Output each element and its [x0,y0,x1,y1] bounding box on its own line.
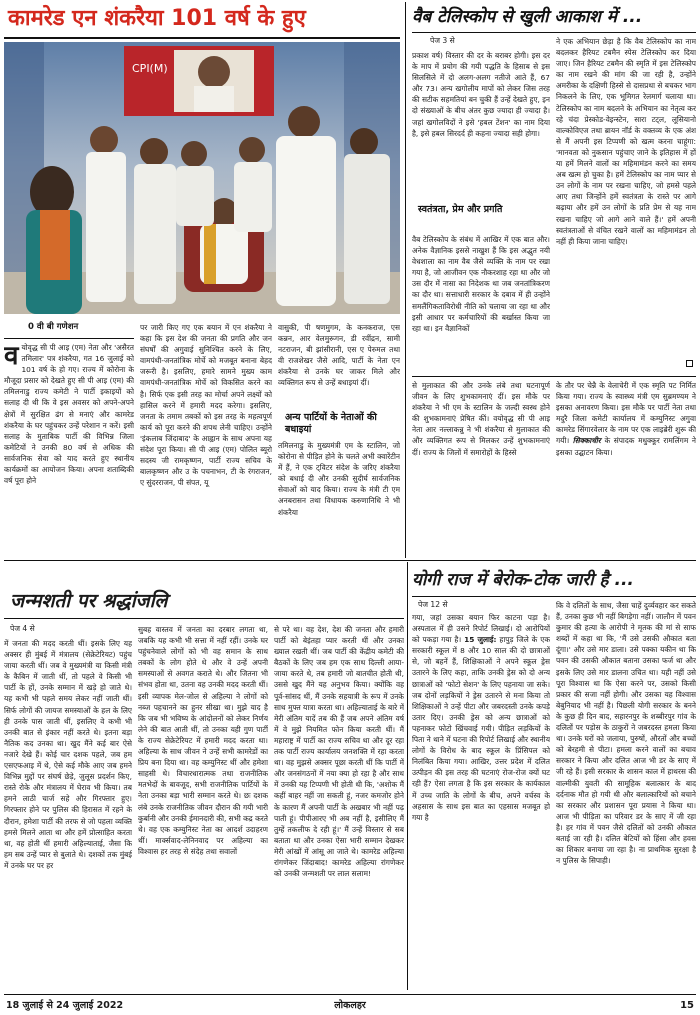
bottom-right-headline-rule [412,596,696,597]
top-right-col1a: प्रकाश वर्ष) विस्तार की दर के बराबर होगी। इस दर के माप में प्रयोग की गयी पद्धति के हिसाब से इस सिलसिले में दो अलग-अलग नतीजे आते हैं, 67 और 73। अन्य खगोलीय मापों को लेकर जिस तरह की सटीक सहमतियां बन चुकी हैं उन्हें देखते हुए, इन दो संख्याओं के बीच अंतर कुछ ज्यादा ही ज्यादा है। जहां खगोलविदों ने इसे 'हबल टेंशन' का नाम दिया है, इसे हबल सिरदर्द ही कहना ज्यादा सही होगा। [412,51,550,138]
news-photo [4,42,400,314]
top-left-col3b: तमिलनाडु के मुख्यमंत्री एम के स्टालिन, जो कोरोना से पीड़ित होने के चलते अभी क्वारेंटीन में हैं, ने एक ट्विटर संदेश के जरिए शंकरैया को बधाई दी और उनकी सुदीर्घ सार्वजनिक सेवाओं को याद किया। राज्य के मंत्री टी एम अनबरासन तथा विधायक करुणानिधि ने भी शंकरैया [278,441,400,517]
top-left-col5-text: के तौर पर चेन्नै के वेलाचेरी में एक स्मृति पट निर्मित किया गया। राज्य के स्वास्थ्य मंत्री एम सुब्रमण्यम ने इसका अनावरण किया। इस मौके पर पार्टी नेता तथा मदुरै जिला कमेटी कार्यालय में कम्युनिस्ट अगुवा कामरेड सिंगारवेलार के नाम पर एक लाइब्रेरी शुरू की गयी। [556,381,696,446]
bottom-left-col3: से परे था। वह देश, देश की जनता और हमारी पार्टी को बेइंतहा प्यार करती थीं और उनका ख्याल रखती थीं। जब पार्टी की केंद्रीय कमेटी की बैठकों के लिए जब हम एक साथ दिल्ली आया-जाया करते थे, तब हमारी जो बातचीत होती थी, उससे खुद मैंने यह अनुभव किया। क्योंकि वह पूर्व-सांसद थीं, मैं उनके सहयात्री के रूप में उनके साथ मुफ्त यात्रा करता था। अहिल्याताई के बारे में मेरी अंतिम यादें तब की हैं जब अपने अंतिम वर्ष में वे मुझे नियमित फोन किया करती थीं। मैं महाराष्ट्र में पार्टी का राज्य सचिव था और दूर रहा तक पार्टी राज्य कार्यालय जनशक्ति में रहा करता था। वह मुझसे अक्सर पूछा करती थीं कि पार्टी में और जनसंगठनों में नया क्या हो रहा है और साथ में उनकी यह टिप्पणी भी होती थी कि, 'अशोक मैं कहीं बाहर नहीं जा सकती हूं, नजर कमजोर होने के कारण मैं अपनी पार्टी के अखबार भी नहीं पढ़ पाती हूं। पीपीआरए भी अब नहीं है, इसीलिए मैं तुम्हें तकलीफ दे रही हूं।' मैं उन्हें विस्तार से सब बताता था और उनका ऐसा भारी सम्मान देखकर मेरी आंखों में आंसू आ जाते थे। कामरेड अहिल्या रांगणेकर जिंदाबाद! कामरेड अहिल्या रांगणेकर को उनकी जन्मशती पर लाल सलाम! [274,625,404,879]
horizontal-rule-mid [4,560,696,561]
bottom-right-col1-text-b: हापुड़ जिले के एक सरकारी स्कूल में 8 और 10 साल की दो छात्राओं से, जो बहनें हैं, शिक्षिकाओं ने अपने स्कूल ड्रेस उतारने के लिए कहा, ताकि उनकी ड्रेस को दो अन्य छात्राओं को 'फोटो सेशन' के लिए पहनाया जा सके। जब दोनों लड़कियों ने ड्रेस उतारने से मना किया तो शिक्षिकाओं ने उन्हें पीटा और जबरदस्ती उनके कपड़े उतार दिए। उनकी ड्रेस को अन्य छात्राओं को पहनाकर फोटो खिंचवाई गयी। पीड़ित लड़कियों के पिता ने थाने में घटना की रिपोर्ट लिखाई और स्थानीय लोगों के विरोध के बाद स्कूल के प्रिंसिपल को निलंबित किया गया। आखिर, उत्तर प्रदेश में दलित उत्पीड़न की इस तरह की घटनाएं रोज-रोज क्यों घट रही हैं? ऐसा लगता है कि इस सरकार के कार्यकाल में उच्च जाति के लोगों के बीच, अपने वर्चस्व के अहसास के साथ इस बात का एहसास मजबूत हो गया है [412,635,550,822]
top-right-col1b: वैब टेलिस्कोप के संबंध में आखिर में एक बात और। अनेक वैज्ञानिक इससे नाखुश हैं कि इस अद्भुत नयी वेधशाला का नाम वैब जैसे व्यक्ति के नाम पर रखा गया है, जो आजीवन एक नौकरशाह रहा था और जो उस दौर में नासा का निदेशक था जब जनतांत्रिकरण का दौर था। सत्ताधारी सरकार के दबाव में ही उन्होंने समलैंगिकताविरोधी नीति को चलाया जा रहा था और इसी आधार पर कर्मचारियों की बर्खास्त किया जा रहा था। इन वैज्ञानिकों [412,235,550,333]
top-left-col2: पर जारी किए गए एक बयान में एन शंकरैया ने कहा कि इस देश की जनता की प्रगति और जन संघर्षों की अगुवाई सुनिश्चित करने के लिए, वामपंथी-जनतांत्रिक मोर्चे को मजबूत बनाना बेहद जरूरी है। इसलिए, हमारे सामने मुख्य काम वामपंथी-जनतांत्रिक मोर्चे को विकसित करने का है। सिर्फ एक इसी तरह का मोर्चा अपने लक्ष्यों को हासिल करने में हमारी मदद करेगा। इसलिए, जनता के तमाम तबकों को इस तरह के महत्वपूर्ण कार्य को पूरा करने की शपथ लेनी चाहिए। उन्होंने 'इंकलाब जिंदाबाद' के आह्वान के साथ अपना यह संदेश पूरा किया। सी पी आइ (एम) पोलित ब्यूरो सदस्य जी रामकृष्णन, पार्टी राज्य सचिव के बालकृष्णन और उ के पचनाभन, टी के रंगराजन, ए सुंदरराजन, पी संपत, यू [140,323,272,488]
top-right-subhead: स्वतंत्रता, प्रेम और प्रगति [418,204,503,215]
top-left-col1 [4,342,134,600]
bottom-left-col1: में जनता की मदद करती थीं। इसके लिए यह अक्सर ही मुंबई में मंत्रालय (सेक्रेटेरियट) पहुंच जाया करती थीं। जब वे मुख्यमंत्री या किसी मंत्री के कैबिन में जाती थीं, तो पहले वे किसी भी पार्टी के हों, उनके सम्मान में खड़े हो जाते थे। यह कभी भी पहले समय लेकर नहीं जाती थीं। सिर्फ लोगों की जायज समस्याओं के हल के लिए ही उनके पास जाती थीं, इसलिए वे कभी भी उनकी बात से इंकार नहीं करते थे। इतना बड़ा नैतिक कद उनका था। खुद मैंने कई बार ऐसे नजारे देखे हैं। कोई चार दशक पहले, जब हम एसएफआइ में थे, ऐसे कई मौके आए जब हमने विभिन्न मुद्दों पर संघर्ष छेड़े, जुलूस प्रदर्शन किए, रास्ते रोके और मंत्रालय में घेराव भी किया। तब हमने लाठी चार्ज सहे और गिरफ्तार हुए। गिरफ्तार होने पर पुलिस की हिरासत में रहने के दौरान, हमेशा पार्टी की तरफ से जो पहला व्यक्ति हमसे मिलने आता था और हमें प्रोत्साहित करता था, वह होती थीं हमारी अहिल्याताई, जैसा कि हम सब उन्हें प्यार से बुलाते थे। दशकों तक मुंबई में उनके घर पर हर [4,639,132,870]
bottom-right-date: 15 जुलाई: [464,635,497,645]
top-right-bottom-rule [412,376,696,377]
top-left-headline-rule [4,37,400,39]
bottom-left-headline: जन्मशती पर श्रद्धांजलि [10,590,168,612]
top-left-col5-credit-rest: के संपादक मधुक्कूर रामलिंगम ने इसका उद्घाटन किया। [556,436,696,457]
dropcap: व [4,342,19,371]
top-left-col3a: वासुकी, पी षणमुगम, के कनकराज, एस कन्नन, आर वेलमुरूगन, डी रवींद्रन, सामी नटराजन, बी झांसीरानी, एस ए पेरुमल तथा वी राजशेखर जैसे आदि, पार्टी के नेता एन शंकरैया से उनके घर जाकर मिले और व्यक्तिगत रूप से उन्हें बधाइयां दीं। [278,323,400,388]
banner-text: CPI(M) [132,62,168,75]
bottom-right-headline: योगी राज में बेरोक-टोक जारी है ... [412,570,634,590]
top-left-headline: कामरेड एन शंकरैया 101 वर्ष के हुए [8,6,306,31]
bottom-left-headline-rule [4,618,404,619]
article-end-mark [686,360,693,367]
top-left-col4: से मुलाकात की और उनके लंबे तथा घटनापूर्ण जीवन के लिए शुभकामनाएं दीं। इस मौके पर शंकरैया ने भी एम के स्टालिन के जल्दी स्वस्थ होने की शुभकामनाएं प्रेषित कीं। वयोवृद्ध सी पी आइ नेता आर नल्लाकन्नु ने भी शंकरैया से मुलाकात की और व्यक्तिगत रूप से मिलकर उन्हें शुभकामनाएं दीं। राज्य के जिलों में समारोहों के हिस्से [412,381,550,457]
footer-date: 18 जुलाई से 24 जुलाई 2022 [6,1000,124,1011]
footer-rule [4,994,696,995]
bottom-right-pageref: पेज 12 से [418,600,448,609]
vertical-rule-bottom [407,562,408,990]
bottom-right-col1 [412,612,550,988]
top-right-headline: वैब टेलिस्कोप से खुली आकाश में ... [412,7,643,27]
top-right-col2: ने एक अभियान छेड़ा है कि वैब टेलिस्कोप का नाम बदलकर हैरियट टबमैन स्पेस टेलिस्कोप कर दिया जाए। जिन हैरियट टबमैन की स्मृति में इस टेलिस्कोप का नाम रखने की मांग की जा रही है, उन्होंने अमरीका के दक्षिणी हिस्से से दासप्रथा से बचकर भाग निकलने के लिए, एक भूमिगत रेलमार्ग चलाया था। टेलिस्कोप का नाम बदलने के अभियान का नेतृत्व कर रहे चंदा प्रेस्कोड-वेइन्स्टेन, सारा टट्ल, लूसियानो वाल्कोविएज तथा ब्रायन नॉर्ड के वक्तव्य के एक अंश से मैं अपनी इस टिप्पणी को खत्म करना चाहूंगा: 'मानवता को नुकसान पहुंचाए जाने के इतिहास में हों या हमें मिलने वालों का महिमामंडन करने का समय अब खत्म हो चुका है। हमें टेलिस्कोप का नाम प्यार से उन लोगों के नाम पर रखना चाहिए, जो हमसे पहले आए तथा जिन्होंने हमें स्वतंत्रता के रास्ते पर आगे बढ़ाया और हमें उन लोगों के प्रति प्रेम से यह नाम रखना चाहिए जो आगे आने वाले हैं।' हमें अपनी स्वतंत्रताओं से वंचित रखने वालों का महिमामंडन तो नहीं ही किया जाना चाहिए। [556,37,696,246]
bottom-right-col2: कि वे दलितों के साथ, जैसा चाहें दुर्व्यवहार कर सकते हैं, उनका कुछ भी नहीं बिगड़ेगा नहीं। जालौन में पवन कुमार की हत्या के आरोपी ने मृतक की मां से साफ शब्दों में कहा था कि, 'मैं उसे उसकी औकात बता दूंगा।' और उसे मार डाला। उसे पक्का यकीन था कि पवन की उसकी औकात बताना उसका फर्ज था और इसके लिए उसे मार डालना उचित था। यही नहीं उसे पूरा विश्वास था कि ऐसा करने पर, उसको किसी प्रकार की सजा नहीं होगी। और उसका यह विश्वास बेबुनियाद भी नहीं है। पिछली योगी सरकार के बनने के कुछ ही दिन बाद, सहारनपुर के शब्बीरपुर गांव के दलितों पर पड़ोस के ठाकुरों ने जबरदस्त हमला किया था। उनके घरों को जलाया, पुरुषों, औरतों और बच्चों को बेरहमी से पीटा। हमला करने वालों का बचाव सरकार ने किया और दलित आज भी डर के साए में जी रहे हैं। इसी सरकार के शासन काल में हाथरस की वाल्मीकी युवती की सामूहिक बलात्कार के बाद दर्दनाक मौत हो गयी थी और बलात्कारियों को बचाने का सरकार और प्रशासन पूरा प्रयास ने किया था। आज भी पीड़िता का परिवार डर के साए में जी रहा है। हर गांव में पवन जैसे दलितों को उनकी औकात बताई जा रही है। दलित बेटियों को हिंसा और हवस का शिकार बनाया जा रहा है। ना प्राथमिक सुरक्षा है न पुलिस के सिपाही। [556,601,696,866]
footer-paper-name: लोकलहर [334,1000,366,1011]
footer-page-number: 15 [680,1000,694,1011]
top-right-pageref: पेज 3 से [430,36,455,45]
bottom-right-col1-text: गया, जहां उसका बयान फिर काटना पड़ा है। अस्पताल में ही उसने रिपोर्ट लिखाई। दो आरोपियों को पकड़ा गया है। [412,613,550,645]
photo-illustration [4,42,400,314]
bottom-left-col2: सुबह वास्तव में जनता का दरबार लगता था, जबकि यह कभी भी सत्ता में नहीं रहीं। उनके घर पहुंचनेवाले लोगों को भी वह समान के साथ तबकों के लोग होते थे और वे उन्हें अपनी समस्याओं से अवगत कराते थे। और जितना भी संभव होता था, उतना वह उनकी मदद करती थीं। इसी व्यापक मेल-जोल से अहिल्या ने लोगों को नब्ज पहचानने का हुनर सीखा था। मुझे याद है कि जब भी भविष्य के आंदोलनों को लेकर निर्णय लेने की बात आती थीं, तो उनका यही गुण पार्टी के राज्य सेक्रेटेरियट में हमारी मदद करता था। अहिल्या के साथ जीवन ने उन्हें सभी कामरेडों का प्रिय बना दिया था। वह कम्युनिस्ट थीं और हमेशा साहसी थे। विचारधारात्मक तथा राजनीतिक मतभेदों के बावजूद, सभी राजनीतिक पार्टियों के नेता उनका बड़ा भारी सम्मान करते थे। छः दशक लंबे उनके राजनीतिक जीवन दौरान की गयी भारी कुर्बानी और उनकी ईमानदारी की, सभी कद्र करते थे। वह एक कम्युनिस्ट नेता का आदर्श उदाहरण थीं। मार्क्सवाद-लेनिनवाद पर अहिल्या का विश्वास हर तरह से संदेह तथा सवालों [138,625,268,856]
top-left-col5 [556,380,696,556]
top-right-headline-rule [412,32,696,33]
byline-rule [4,338,134,339]
top-left-col3-subhead: अन्य पार्टियों के नेताओं की बधाइयां [285,412,377,435]
top-left-col5-credit: सिक्काधीर [572,436,601,446]
top-left-col1-text: योवृद्ध सी पी आइ (एम) नेता और 'असैरत तमिलार' पत्र शंकरैया, गत 16 जुलाई को 101 वर्ष के हो गए। राज्य में कोरोना के मौजूदा प्रसार को देखते हुए सी पी आइ (एम) की तमिलनाडु राज्य कमेटी ने पार्टी इकाइयों को सलाह दी थी कि वे इस अवसर को अपने-अपने क्षेत्रों में सुरक्षित ढंग से मनाएं और कामरेड शंकरैया के घर पहुंचकर उन्हें परेशान न करें। इसी सलाह के मुताबिक पार्टी की विभिन्न जिला कमेटियों ने उनकी 80 वर्ष से अधिक की सार्वजनिक सेवा को याद करते हुए स्थानीय कार्यक्रमों का आयोजन किया। अपना शताब्दिकी वर्ष पूरा होने [4,343,134,486]
vertical-rule-top [405,2,406,558]
bottom-left-pageref: पेज 4 से [10,624,35,633]
byline: 0 वी बी गणेशन [28,322,79,332]
